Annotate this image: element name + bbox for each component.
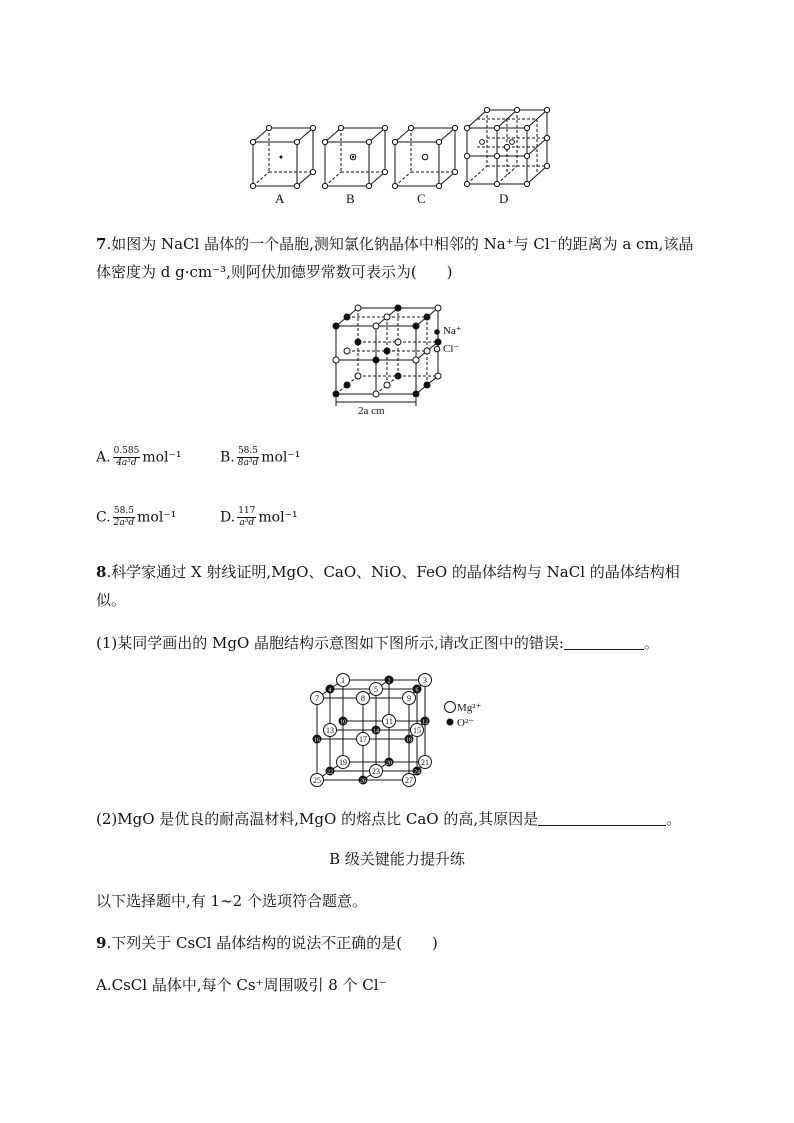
- option-b-denominator: 8a³d: [237, 458, 259, 468]
- lattice-node-label: 16: [314, 737, 320, 744]
- answer-blank-2[interactable]: [538, 811, 666, 826]
- lattice-node-1: [337, 674, 350, 687]
- lattice-node-label: 10: [340, 719, 346, 726]
- legend-cl: Cl⁻: [443, 343, 460, 355]
- question-7-text: .如图为 NaCl 晶体的一个晶胞,测知氯化钠晶体中相邻的 Na⁺与 Cl⁻的距离为 a cm,该晶: [106, 235, 694, 253]
- answer-blank-1[interactable]: [564, 635, 644, 650]
- lattice-node-label: 11: [385, 717, 393, 726]
- lattice-node-13: [324, 724, 337, 737]
- option-a-denominator: 4a³d: [116, 458, 137, 468]
- lattice-node-label: 20: [386, 760, 392, 767]
- lattice-node-18: [405, 735, 413, 744]
- question-8-part-2: (2)MgO 是优良的耐高温材料,MgO 的熔点比 CaO 的高,其原因是 。: [96, 810, 682, 828]
- lattice-node-label: 8: [361, 694, 365, 703]
- option-d-denominator: a³d: [239, 518, 255, 528]
- lattice-node-label: 4: [328, 687, 332, 694]
- option-b-numerator: 58.5: [237, 446, 258, 456]
- lattice-node-25: [311, 774, 324, 787]
- lattice-node-label: 14: [373, 728, 379, 735]
- question-8-line-2: 似。: [96, 591, 127, 609]
- lattice-node-label: 17: [359, 735, 367, 744]
- question-9-stem: [96, 936, 438, 951]
- lattice-node-label: 26: [360, 778, 366, 785]
- lattice-node-label: 2: [387, 678, 391, 685]
- lattice-node-label: 21: [421, 758, 429, 767]
- lattice-node-21: [419, 756, 432, 769]
- lattice-node-9: [403, 692, 416, 705]
- option-c-numerator: 58.5: [113, 506, 134, 516]
- option-a[interactable]: A. $\frac{0.585}{\text{4a³d}}$ mol⁻¹: [96, 446, 182, 468]
- lattice-node-22: [326, 767, 334, 776]
- option-d[interactable]: D. $\frac{117}{\text{a³d}}$ mol⁻¹: [220, 506, 298, 528]
- cube-options-figure: [245, 100, 555, 212]
- lattice-node-27: [403, 774, 416, 787]
- legend-na: Na⁺: [443, 325, 462, 337]
- lattice-node-label: 22: [327, 769, 333, 776]
- legend-o-marker: [447, 719, 454, 726]
- lattice-node-2: [385, 676, 393, 685]
- lattice-node-20: [385, 758, 393, 767]
- section-title: B 级关键能力提升练: [329, 850, 465, 868]
- lattice-node-5: [370, 683, 383, 696]
- option-c[interactable]: C. $\frac{58.5}{\text{2a³d}}$ mol⁻¹: [96, 506, 177, 528]
- option-c-denominator: 2a³d: [113, 518, 135, 528]
- lattice-node-label: 18: [406, 737, 412, 744]
- question-9-option-a[interactable]: A.CsCl 晶体中,每个 Cs⁺周围吸引 8 个 Cl⁻: [96, 976, 387, 994]
- lattice-node-4: [326, 685, 334, 694]
- lattice-node-19: [337, 756, 350, 769]
- lattice-node-16: [313, 735, 321, 744]
- option-label-a: A: [275, 191, 285, 206]
- option-label-b: B: [346, 191, 355, 206]
- option-label-d: D: [499, 191, 509, 206]
- section-instruction: 以下选择题中,有 1~2 个选项符合题意。: [96, 892, 367, 910]
- lattice-node-label: 3: [423, 676, 427, 685]
- lattice-node-8: [357, 692, 370, 705]
- mgo-unit-cell-figure: [305, 670, 495, 790]
- dimension-label: 2a cm: [358, 405, 385, 417]
- lattice-node-11: [383, 715, 396, 728]
- legend-mg: Mg²⁺: [457, 702, 482, 714]
- lattice-node-label: 13: [326, 726, 334, 735]
- question-9-text: .下列关于 CsCl 晶体结构的说法不正确的是( ): [106, 934, 438, 952]
- option-b[interactable]: B. $\frac{58.5}{\text{8a³d}}$ mol⁻¹: [220, 446, 301, 468]
- lattice-node-26: [359, 776, 367, 785]
- question-8-text: .科学家通过 X 射线证明,MgO、CaO、NiO、FeO 的晶体结构与 NaCl 的晶体结构相: [106, 563, 680, 581]
- lattice-node-12: [421, 717, 429, 726]
- lattice-node-label: 7: [315, 694, 319, 703]
- legend-mg-marker: [445, 702, 456, 713]
- lattice-node-label: 27: [405, 776, 413, 785]
- lattice-node-label: 1: [341, 676, 345, 685]
- lattice-node-label: 24: [414, 769, 420, 776]
- lattice-node-label: 12: [422, 719, 428, 726]
- option-label-c: C: [417, 191, 426, 206]
- lattice-node-23: [370, 765, 383, 778]
- lattice-node-14: [372, 726, 380, 735]
- lattice-node-17: [357, 733, 370, 746]
- option-a-numerator: 0.585: [113, 446, 140, 456]
- question-number: 7: [96, 235, 107, 253]
- lattice-node-7: [311, 692, 324, 705]
- question-8-part-1: (1)某同学画出的 MgO 晶胞结构示意图如下图所示,请改正图中的错误: 。: [96, 634, 659, 652]
- nacl-unit-cell-figure: [330, 302, 470, 420]
- question-number: 8: [96, 563, 107, 581]
- option-d-numerator: 117: [238, 506, 256, 516]
- lattice-node-label: 5: [374, 685, 378, 694]
- lattice-node-label: 15: [413, 726, 421, 735]
- lattice-node-label: 25: [313, 776, 321, 785]
- lattice-node-3: [419, 674, 432, 687]
- question-7-line-2: 体密度为 d g·cm⁻³,则阿伏加德罗常数可表示为( ): [96, 263, 453, 281]
- lattice-node-label: 23: [372, 767, 380, 776]
- question-7-line-1: [96, 237, 693, 252]
- lattice-node-label: 19: [339, 758, 347, 767]
- lattice-node-label: 9: [407, 694, 411, 703]
- question-number: 9: [96, 934, 107, 952]
- lattice-node-10: [339, 717, 347, 726]
- lattice-node-15: [411, 724, 424, 737]
- question-8-line-1: [96, 565, 680, 580]
- lattice-node-6: [413, 685, 421, 694]
- lattice-node-24: [413, 767, 421, 776]
- legend-o: O²⁻: [457, 717, 475, 729]
- lattice-node-label: 6: [415, 687, 419, 694]
